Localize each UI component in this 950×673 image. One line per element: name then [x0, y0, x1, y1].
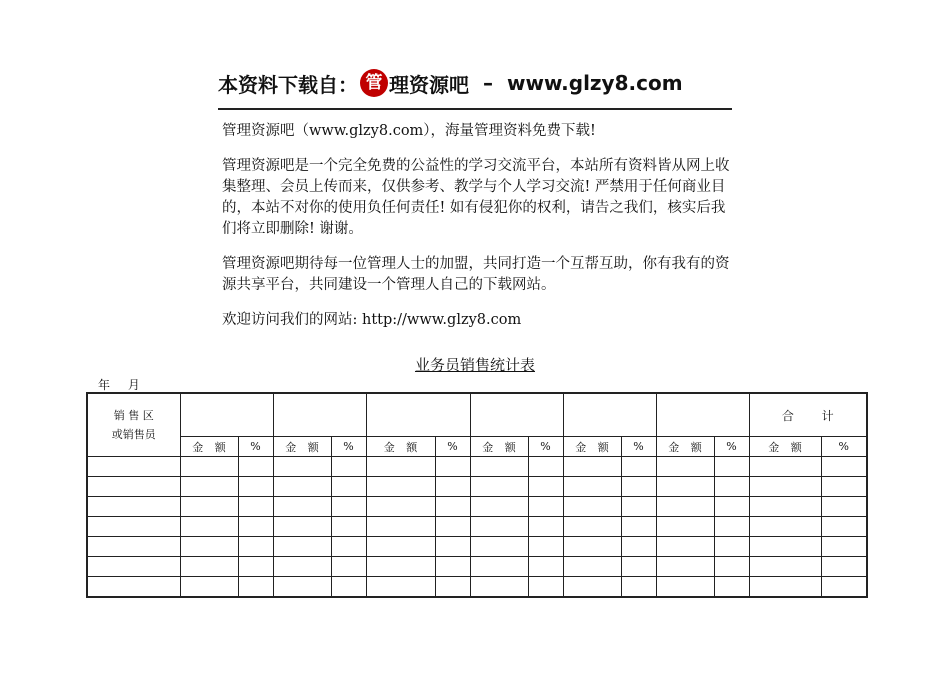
total-header: 合 计 — [749, 393, 867, 437]
table-cell[interactable] — [563, 537, 621, 557]
table-cell[interactable] — [238, 557, 273, 577]
table-cell[interactable] — [273, 457, 331, 477]
table-cell[interactable] — [435, 517, 470, 537]
amount-header: 金 额 — [749, 437, 821, 457]
table-cell[interactable] — [621, 477, 656, 497]
table-cell[interactable] — [87, 497, 180, 517]
year-month-label: 年 月 — [98, 378, 140, 392]
table-cell[interactable] — [238, 517, 273, 537]
table-cell[interactable] — [821, 477, 867, 497]
table-cell[interactable] — [180, 517, 238, 537]
intro-paragraph-4: 欢迎访问我们的网站: http://www.glzy8.com — [222, 312, 522, 328]
table-row — [87, 537, 867, 557]
table-cell[interactable] — [621, 497, 656, 517]
table-cell[interactable] — [528, 577, 563, 598]
amount-header: 金 额 — [470, 437, 528, 457]
table-cell[interactable] — [749, 557, 821, 577]
table-cell[interactable] — [273, 517, 331, 537]
table-cell[interactable] — [366, 477, 435, 497]
table-row — [87, 557, 867, 577]
table-cell[interactable] — [749, 537, 821, 557]
region-column-2[interactable] — [273, 393, 366, 437]
table-cell[interactable] — [621, 557, 656, 577]
table-cell[interactable] — [656, 517, 714, 537]
table-cell[interactable] — [621, 457, 656, 477]
table-cell[interactable] — [238, 477, 273, 497]
table-cell[interactable] — [470, 497, 528, 517]
table-cell[interactable] — [749, 457, 821, 477]
table-cell[interactable] — [821, 457, 867, 477]
percent-header: % — [331, 437, 366, 457]
table-cell[interactable] — [749, 517, 821, 537]
table-cell[interactable] — [366, 537, 435, 557]
table-cell[interactable] — [180, 497, 238, 517]
table-cell[interactable] — [563, 517, 621, 537]
table-cell[interactable] — [749, 477, 821, 497]
table-cell[interactable] — [714, 557, 749, 577]
table-cell[interactable] — [821, 537, 867, 557]
table-cell[interactable] — [435, 457, 470, 477]
table-cell[interactable] — [238, 457, 273, 477]
table-row — [87, 577, 867, 598]
table-cell[interactable] — [435, 477, 470, 497]
table-cell[interactable] — [470, 537, 528, 557]
table-cell[interactable] — [238, 577, 273, 598]
table-cell[interactable] — [528, 537, 563, 557]
table-cell[interactable] — [470, 457, 528, 477]
table-cell[interactable] — [180, 457, 238, 477]
amount-header: 金 额 — [656, 437, 714, 457]
table-cell[interactable] — [528, 557, 563, 577]
table-body — [87, 457, 867, 598]
table-cell[interactable] — [656, 497, 714, 517]
amount-header: 金 额 — [563, 437, 621, 457]
table-cell[interactable] — [87, 577, 180, 598]
intro-paragraph-3: 管理资源吧期待每一位管理人士的加盟，共同打造一个互帮互助，你有我有的资源共享平台，共同建设一个管理人自己的下载网站。 — [222, 256, 730, 293]
table-cell[interactable] — [821, 517, 867, 537]
table-cell[interactable] — [273, 557, 331, 577]
table-cell[interactable] — [563, 577, 621, 598]
table-cell[interactable] — [528, 457, 563, 477]
table-cell[interactable] — [238, 497, 273, 517]
form-title — [0, 354, 950, 375]
table-row — [87, 477, 867, 497]
table-cell[interactable] — [435, 537, 470, 557]
table-cell[interactable] — [621, 517, 656, 537]
table-cell[interactable] — [331, 497, 366, 517]
table-cell[interactable] — [238, 537, 273, 557]
table-cell[interactable] — [714, 477, 749, 497]
table-cell[interactable] — [180, 557, 238, 577]
table-cell[interactable] — [714, 497, 749, 517]
site-logo-icon: 管 — [360, 69, 388, 97]
table-cell[interactable] — [435, 497, 470, 517]
table-cell[interactable] — [656, 577, 714, 598]
table-header-row-2 — [87, 437, 867, 457]
table-cell[interactable] — [331, 477, 366, 497]
table-cell[interactable] — [470, 477, 528, 497]
download-source-header — [218, 58, 732, 110]
table-cell[interactable] — [714, 517, 749, 537]
table-cell[interactable] — [656, 537, 714, 557]
region-column-5[interactable] — [563, 393, 656, 437]
table-cell[interactable] — [563, 497, 621, 517]
table-cell[interactable] — [331, 577, 366, 598]
corner-line-2: 或销售员 — [111, 428, 156, 441]
table-cell[interactable] — [563, 477, 621, 497]
table-cell[interactable] — [87, 557, 180, 577]
table-cell[interactable] — [714, 577, 749, 598]
table-cell[interactable] — [435, 557, 470, 577]
header-url[interactable]: www.glzy8.com — [507, 71, 683, 95]
region-salesperson-header — [87, 393, 180, 457]
table-cell[interactable] — [528, 477, 563, 497]
header-dash: – — [483, 71, 493, 95]
amount-header: 金 额 — [273, 437, 331, 457]
table-cell[interactable] — [821, 497, 867, 517]
table-cell[interactable] — [180, 577, 238, 598]
table-cell[interactable] — [563, 557, 621, 577]
table-header-row-1 — [87, 393, 867, 437]
table-cell[interactable] — [87, 477, 180, 497]
table-cell[interactable] — [366, 457, 435, 477]
table-cell[interactable] — [273, 537, 331, 557]
amount-header: 金 额 — [366, 437, 435, 457]
table-row — [87, 517, 867, 537]
percent-header: % — [714, 437, 749, 457]
table-cell[interactable] — [435, 577, 470, 598]
table-cell[interactable] — [656, 557, 714, 577]
table-cell[interactable] — [366, 517, 435, 537]
table-cell[interactable] — [180, 477, 238, 497]
table-cell[interactable] — [87, 537, 180, 557]
table-cell[interactable] — [563, 457, 621, 477]
percent-header: % — [435, 437, 470, 457]
table-cell[interactable] — [273, 497, 331, 517]
header-prefix: 本资料下载自： — [218, 72, 358, 97]
table-cell[interactable] — [331, 557, 366, 577]
table-cell[interactable] — [470, 557, 528, 577]
region-column-3[interactable] — [366, 393, 470, 437]
table-cell[interactable] — [366, 497, 435, 517]
intro-text — [222, 121, 734, 345]
table-cell[interactable] — [714, 457, 749, 477]
table-cell[interactable] — [621, 577, 656, 598]
amount-header: 金 额 — [180, 437, 238, 457]
table-cell[interactable] — [656, 477, 714, 497]
corner-line-1: 销 售 区 — [113, 409, 154, 422]
table-cell[interactable] — [749, 497, 821, 517]
table-cell[interactable] — [656, 457, 714, 477]
intro-paragraph-1: 管理资源吧（www.glzy8.com），海量管理资料免费下载! — [222, 123, 596, 139]
percent-header: % — [621, 437, 656, 457]
table-cell[interactable] — [714, 537, 749, 557]
percent-header: % — [821, 437, 867, 457]
table-cell[interactable] — [821, 577, 867, 598]
table-cell[interactable] — [87, 517, 180, 537]
percent-header: % — [238, 437, 273, 457]
table-cell[interactable] — [470, 517, 528, 537]
form-title-text: 业务员销售统计表 — [414, 356, 535, 374]
table-cell[interactable] — [621, 537, 656, 557]
table-cell[interactable] — [366, 557, 435, 577]
table-cell[interactable] — [749, 577, 821, 598]
header-site-name: 理资源吧 — [389, 72, 469, 97]
table-cell[interactable] — [87, 457, 180, 477]
region-column-6[interactable] — [656, 393, 749, 437]
table-cell[interactable] — [331, 457, 366, 477]
table-cell[interactable] — [821, 557, 867, 577]
table-cell[interactable] — [528, 517, 563, 537]
sales-stat-table — [86, 392, 868, 598]
intro-paragraph-2: 管理资源吧是一个完全免费的公益性的学习交流平台，本站所有资料皆从网上收集整理、会员上传而来，仅供参考、教学与个人学习交流! 严禁用于任何商业目的，本站不对你的使用负任何责任! 如有侵犯你的权利，请告之我们，核实后我们将立即删除! 谢谢。 — [222, 158, 730, 237]
percent-header: % — [528, 437, 563, 457]
table-cell[interactable] — [180, 537, 238, 557]
table-cell[interactable] — [331, 517, 366, 537]
table-cell[interactable] — [273, 577, 331, 598]
table-row — [87, 497, 867, 517]
table-row — [87, 457, 867, 477]
region-column-4[interactable] — [470, 393, 563, 437]
table-cell[interactable] — [470, 577, 528, 598]
region-column-1[interactable] — [180, 393, 273, 437]
table-cell[interactable] — [331, 537, 366, 557]
table-cell[interactable] — [528, 497, 563, 517]
table-cell[interactable] — [273, 477, 331, 497]
table-cell[interactable] — [366, 577, 435, 598]
